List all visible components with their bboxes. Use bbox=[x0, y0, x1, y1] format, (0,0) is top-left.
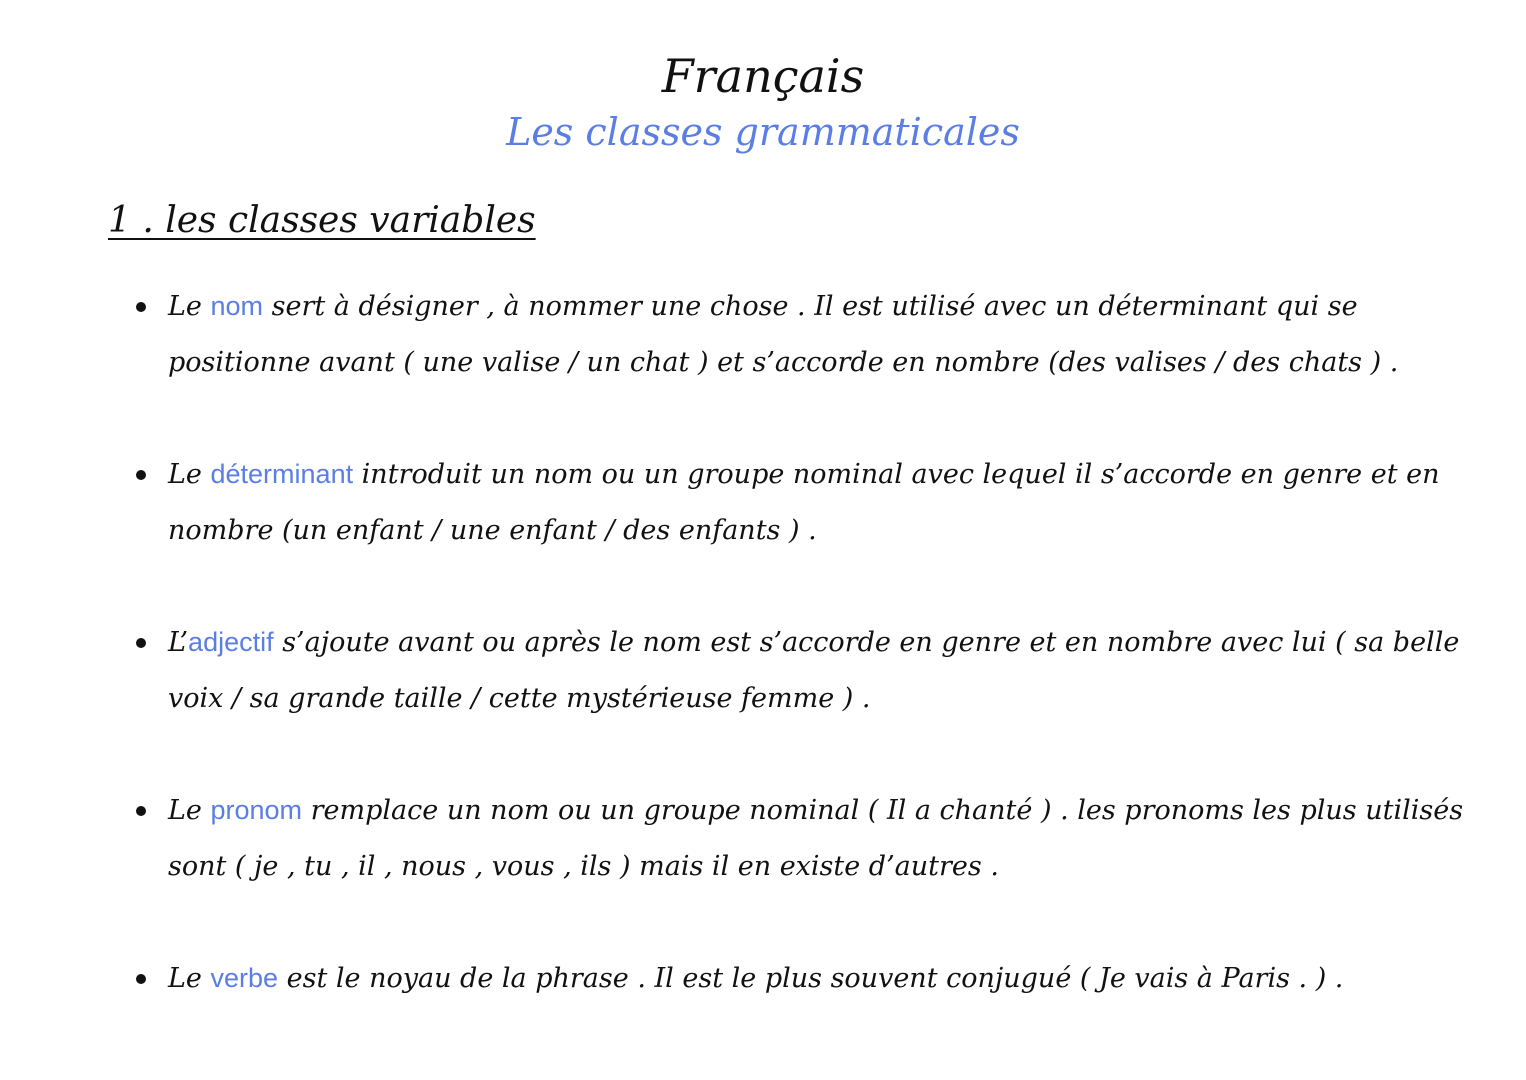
keyword-verbe: verbe bbox=[210, 963, 279, 993]
item-text: est le noyau de la phrase . Il est le plus souvent conjugué ( Je vais à Paris . ) . bbox=[278, 963, 1344, 994]
list-item-nom bbox=[128, 278, 1473, 391]
item-text: s’ajoute avant ou après le nom est s’accorde en genre et en nombre avec lui ( sa belle voix / sa grande taille / cette mystérieuse femme ) . bbox=[168, 627, 1460, 714]
item-lead: L’ bbox=[168, 627, 189, 658]
keyword-determinant: déterminant bbox=[210, 459, 354, 489]
page-subtitle: Les classes grammaticales bbox=[506, 110, 1020, 154]
item-text: introduit un nom ou un groupe nominal avec lequel il s’accorde en genre et en nombre (un enfant / une enfant / des enfants ) . bbox=[168, 459, 1440, 546]
list-item-pronom bbox=[128, 782, 1473, 895]
definition-list bbox=[128, 278, 1473, 1062]
item-lead: Le bbox=[168, 459, 211, 490]
item-lead: Le bbox=[168, 291, 211, 322]
list-item-determinant bbox=[128, 446, 1473, 559]
list-item-adjectif bbox=[128, 614, 1473, 727]
page-title: Français bbox=[661, 49, 865, 103]
item-lead: Le bbox=[168, 795, 211, 826]
keyword-pronom: pronom bbox=[210, 795, 303, 825]
keyword-adjectif: adjectif bbox=[188, 627, 274, 657]
keyword-nom: nom bbox=[210, 291, 264, 321]
list-item-verbe bbox=[128, 950, 1473, 1007]
item-text: remplace un nom ou un groupe nominal ( Il a chanté ) . les pronoms les plus utilisés sont ( je , tu , il , nous , vous , ils ) mais il en existe d’autres . bbox=[168, 795, 1464, 882]
section-heading: 1 . les classes variables bbox=[108, 200, 536, 241]
item-lead: Le bbox=[168, 963, 211, 994]
item-text: sert à désigner , à nommer une chose . Il est utilisé avec un déterminant qui se positionne avant ( une valise / un chat ) et s’accorde en nombre (des valises / des chats ) . bbox=[168, 291, 1399, 378]
